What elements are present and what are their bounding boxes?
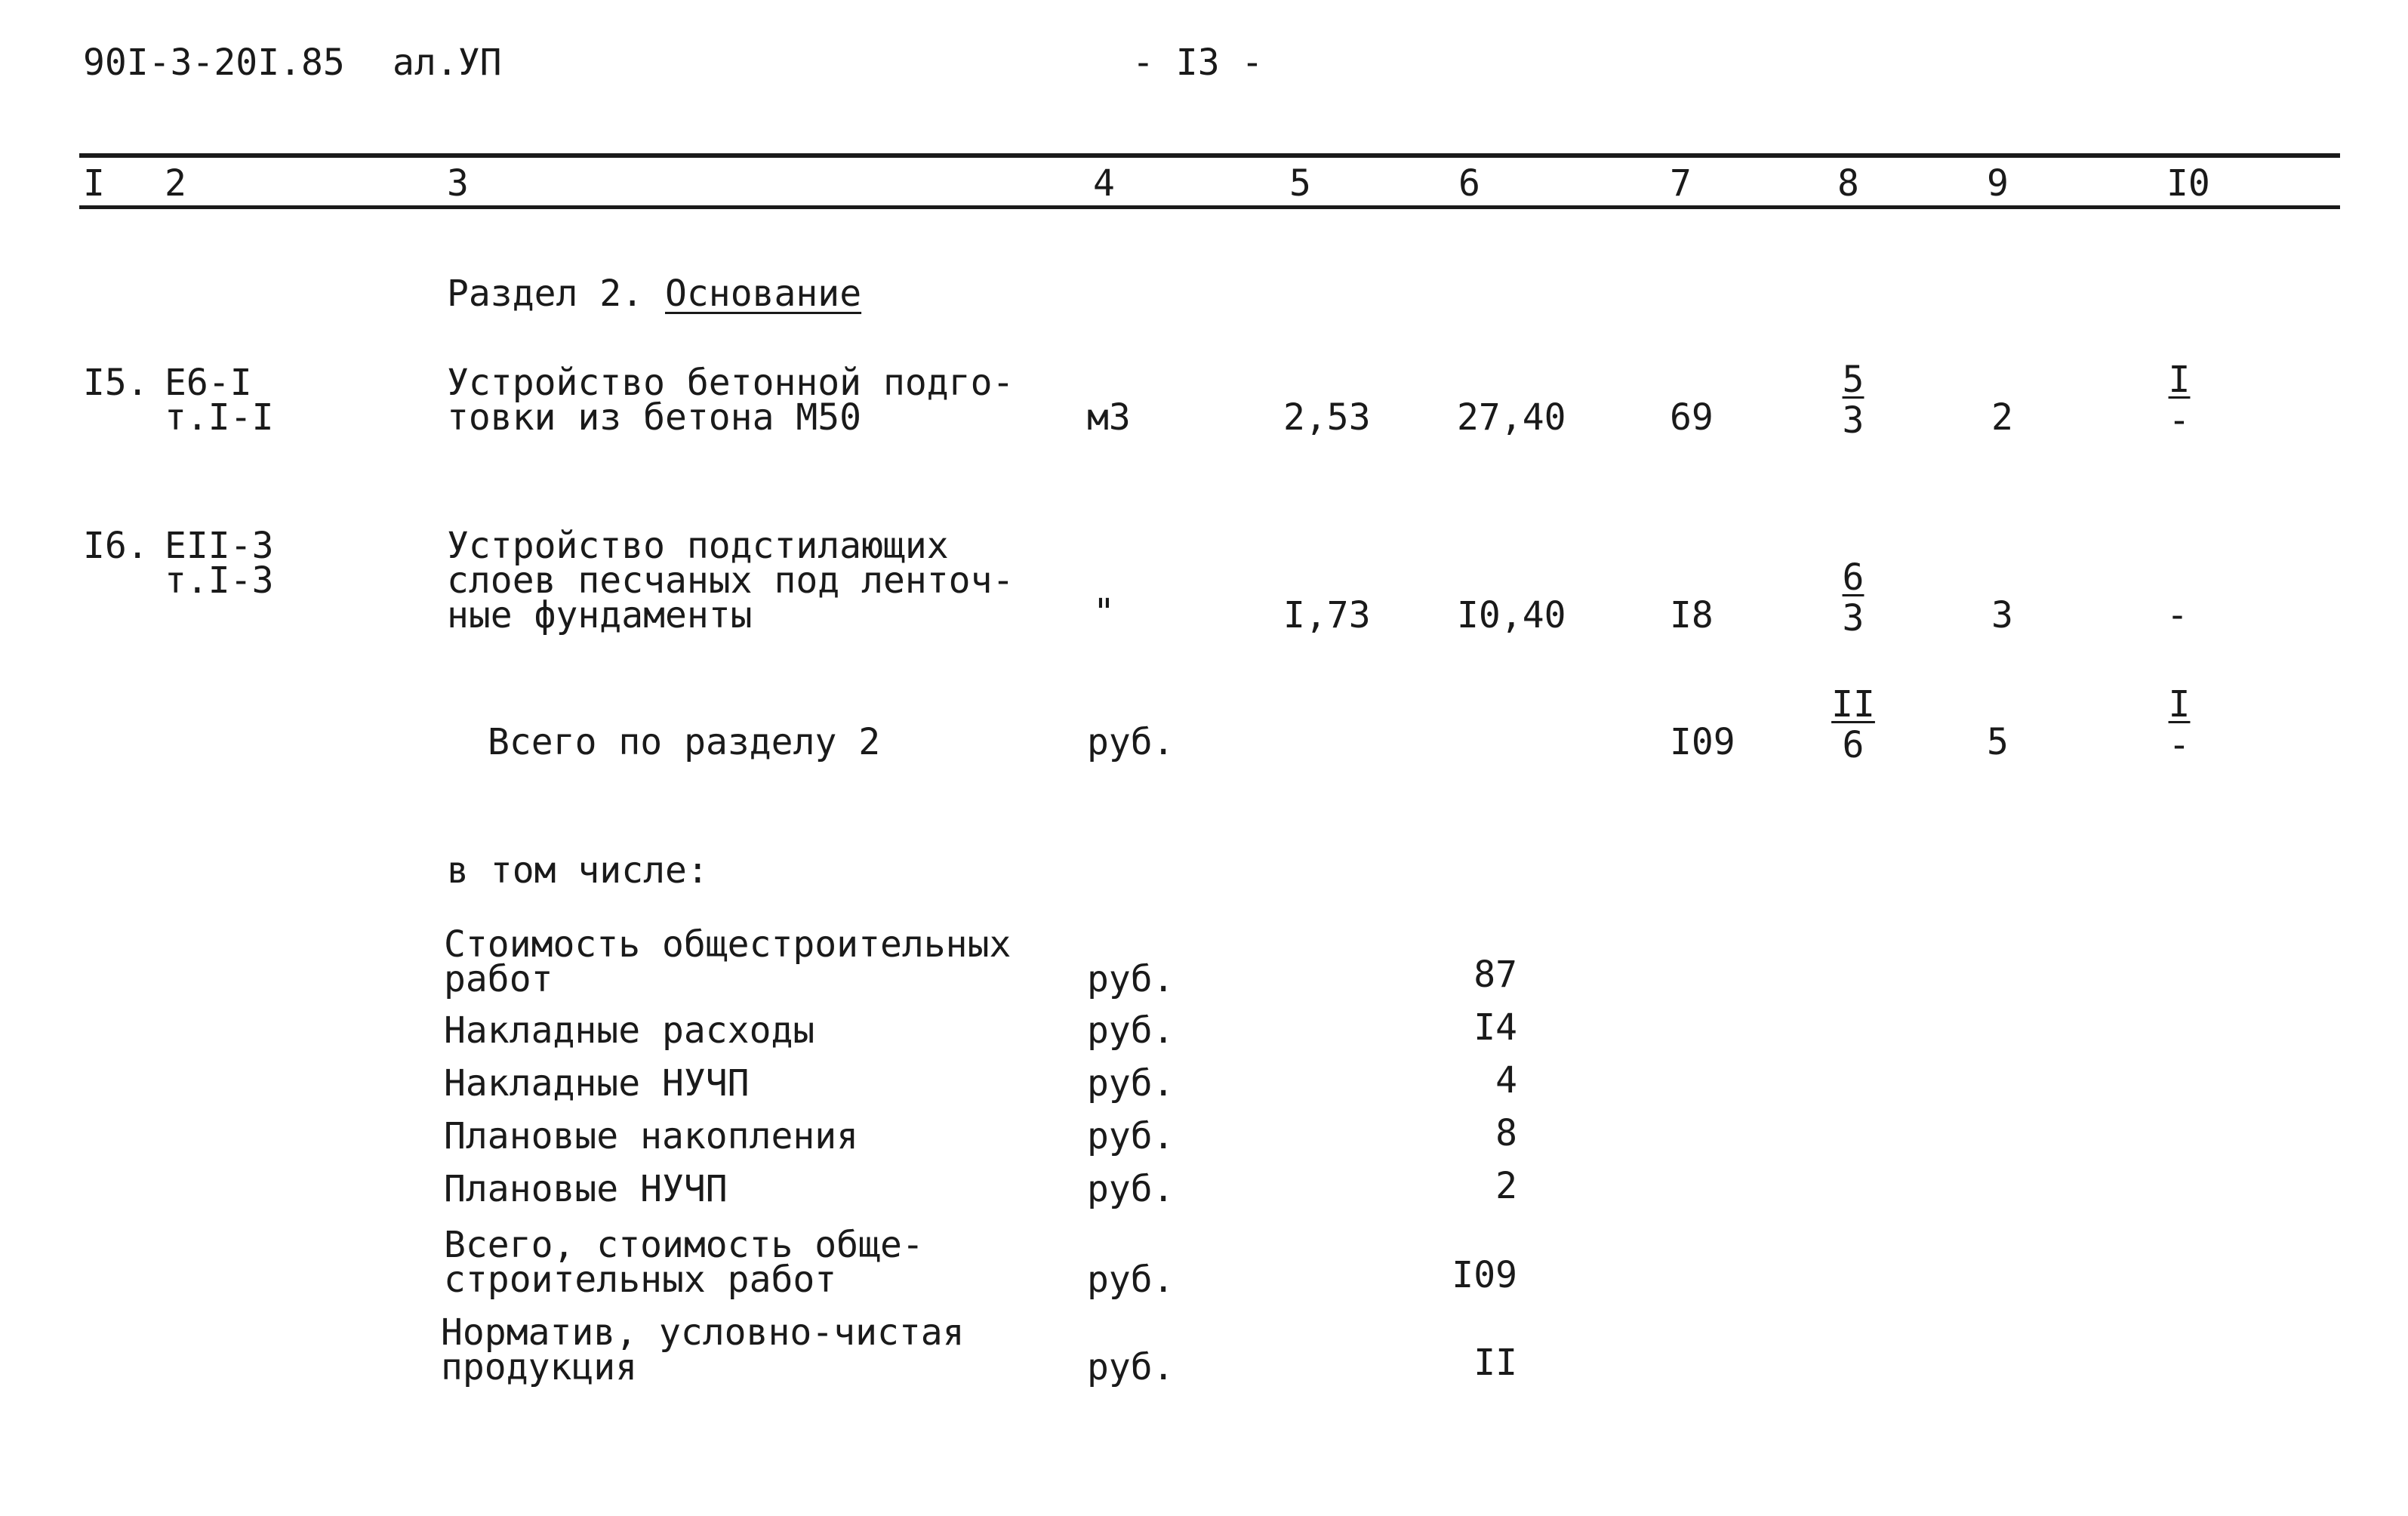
row-16-col9: 3 — [1991, 594, 2013, 636]
row-16-number: I6. — [83, 525, 149, 567]
row-16-col8-bottom: 3 — [1842, 597, 1865, 639]
row-15-quantity: 2,53 — [1283, 396, 1371, 439]
section-total-col10-top: I — [2168, 683, 2191, 726]
row-16-unit-ditto: " — [1093, 591, 1115, 633]
album-label: ал.УП — [393, 42, 502, 84]
table-header-rule — [79, 205, 2340, 209]
row-15-col10-fraction — [2145, 359, 2213, 441]
row-16-desc-line1: Устройство подстилающих — [447, 525, 949, 567]
row-16-col8-top: 6 — [1842, 556, 1865, 599]
col-header-6: 6 — [1458, 162, 1480, 205]
row-16-col10: - — [2166, 594, 2188, 636]
col-header-5: 5 — [1289, 162, 1311, 205]
section-total-col10-fraction — [2145, 684, 2213, 766]
table-top-rule — [79, 153, 2340, 158]
breakdown-overhead-unit: руб. — [1087, 1009, 1175, 1052]
breakdown-norm-unit: руб. — [1087, 1346, 1175, 1388]
row-15-code-line2: т.I-I — [165, 396, 274, 439]
row-15-col9: 2 — [1991, 396, 2013, 439]
including-label: в том числе: — [447, 849, 709, 892]
col-header-4: 4 — [1093, 162, 1115, 205]
section-total-col9: 5 — [1987, 721, 2009, 763]
breakdown-planned-nuchp-value: 2 — [1495, 1165, 1517, 1207]
section-total-col8-top: II — [1831, 683, 1875, 726]
row-16-code-line2: т.I-3 — [165, 559, 274, 602]
section-title — [447, 275, 861, 313]
section-prefix: Раздел 2. — [447, 273, 644, 315]
row-16-total: I8 — [1670, 594, 1714, 636]
breakdown-overhead-nuchp-value: 4 — [1495, 1059, 1517, 1102]
row-15-col10-bottom: - — [2168, 399, 2191, 442]
breakdown-general-works-line2: работ — [444, 958, 553, 1000]
row-15-desc-line2: товки из бетона М50 — [447, 396, 862, 439]
row-15-desc-line1: Устройство бетонной подго- — [447, 362, 1015, 404]
breakdown-general-works-unit: руб. — [1087, 958, 1175, 1000]
section-total-value: I09 — [1670, 721, 1735, 763]
breakdown-norm-line1: Норматив, условно-чистая — [441, 1311, 965, 1354]
breakdown-general-works-line1: Стоимость общестроительных — [444, 923, 1012, 966]
row-16-price: I0,40 — [1457, 594, 1566, 636]
page-number: - I3 - — [1132, 42, 1264, 84]
section-total-col10-bottom: - — [2168, 724, 2191, 766]
col-header-7: 7 — [1670, 162, 1692, 205]
breakdown-general-works-value: 87 — [1473, 954, 1517, 996]
breakdown-total-works-unit: руб. — [1087, 1259, 1175, 1301]
breakdown-planned-savings-unit: руб. — [1087, 1115, 1175, 1157]
document-code: 90I-3-20I.85 — [83, 42, 345, 84]
breakdown-overhead-nuchp-label: Накладные НУЧП — [444, 1062, 750, 1105]
row-16-desc-line2: слоев песчаных под ленточ- — [447, 559, 1015, 602]
row-15-col8-bottom: 3 — [1842, 399, 1865, 442]
breakdown-total-works-value: I09 — [1452, 1254, 1517, 1296]
row-15-unit: м3 — [1087, 396, 1131, 439]
col-header-8: 8 — [1837, 162, 1859, 205]
row-16-col8-fraction — [1819, 557, 1887, 639]
breakdown-overhead-label: Накладные расходы — [444, 1009, 815, 1052]
row-16-desc-line3: ные фундаменты — [447, 594, 753, 636]
breakdown-planned-nuchp-unit: руб. — [1087, 1168, 1175, 1210]
row-15-total: 69 — [1670, 396, 1714, 439]
breakdown-norm-value: II — [1473, 1342, 1517, 1384]
col-header-3: 3 — [447, 162, 469, 205]
row-16-quantity: I,73 — [1283, 594, 1371, 636]
breakdown-planned-savings-value: 8 — [1495, 1112, 1517, 1154]
row-15-col8-top: 5 — [1842, 359, 1865, 401]
col-header-9: 9 — [1987, 162, 2009, 205]
section-total-col8-fraction — [1819, 684, 1887, 766]
row-15-number: I5. — [83, 362, 149, 404]
breakdown-norm-line2: продукция — [441, 1346, 638, 1388]
breakdown-planned-savings-label: Плановые накопления — [444, 1115, 859, 1157]
breakdown-total-works-line2: строительных работ — [444, 1259, 837, 1301]
row-15-price: 27,40 — [1457, 396, 1566, 439]
col-header-2: 2 — [165, 162, 186, 205]
row-15-col10-top: I — [2168, 359, 2191, 401]
section-total-label: Всего по разделу 2 — [488, 721, 881, 763]
col-header-1: I — [83, 162, 105, 205]
breakdown-total-works-line1: Всего, стоимость обще- — [444, 1224, 924, 1266]
row-15-col8-fraction — [1819, 359, 1887, 441]
row-15-code-line1: Е6-I — [165, 362, 252, 404]
breakdown-overhead-nuchp-unit: руб. — [1087, 1062, 1175, 1105]
col-header-10: I0 — [2166, 162, 2210, 205]
row-16-code-line1: ЕII-3 — [165, 525, 274, 567]
section-total-col8-bottom: 6 — [1842, 724, 1865, 766]
section-name: Основание — [665, 273, 862, 315]
breakdown-planned-nuchp-label: Плановые НУЧП — [444, 1168, 728, 1210]
breakdown-overhead-value: I4 — [1473, 1006, 1517, 1049]
section-total-unit: руб. — [1087, 721, 1175, 763]
